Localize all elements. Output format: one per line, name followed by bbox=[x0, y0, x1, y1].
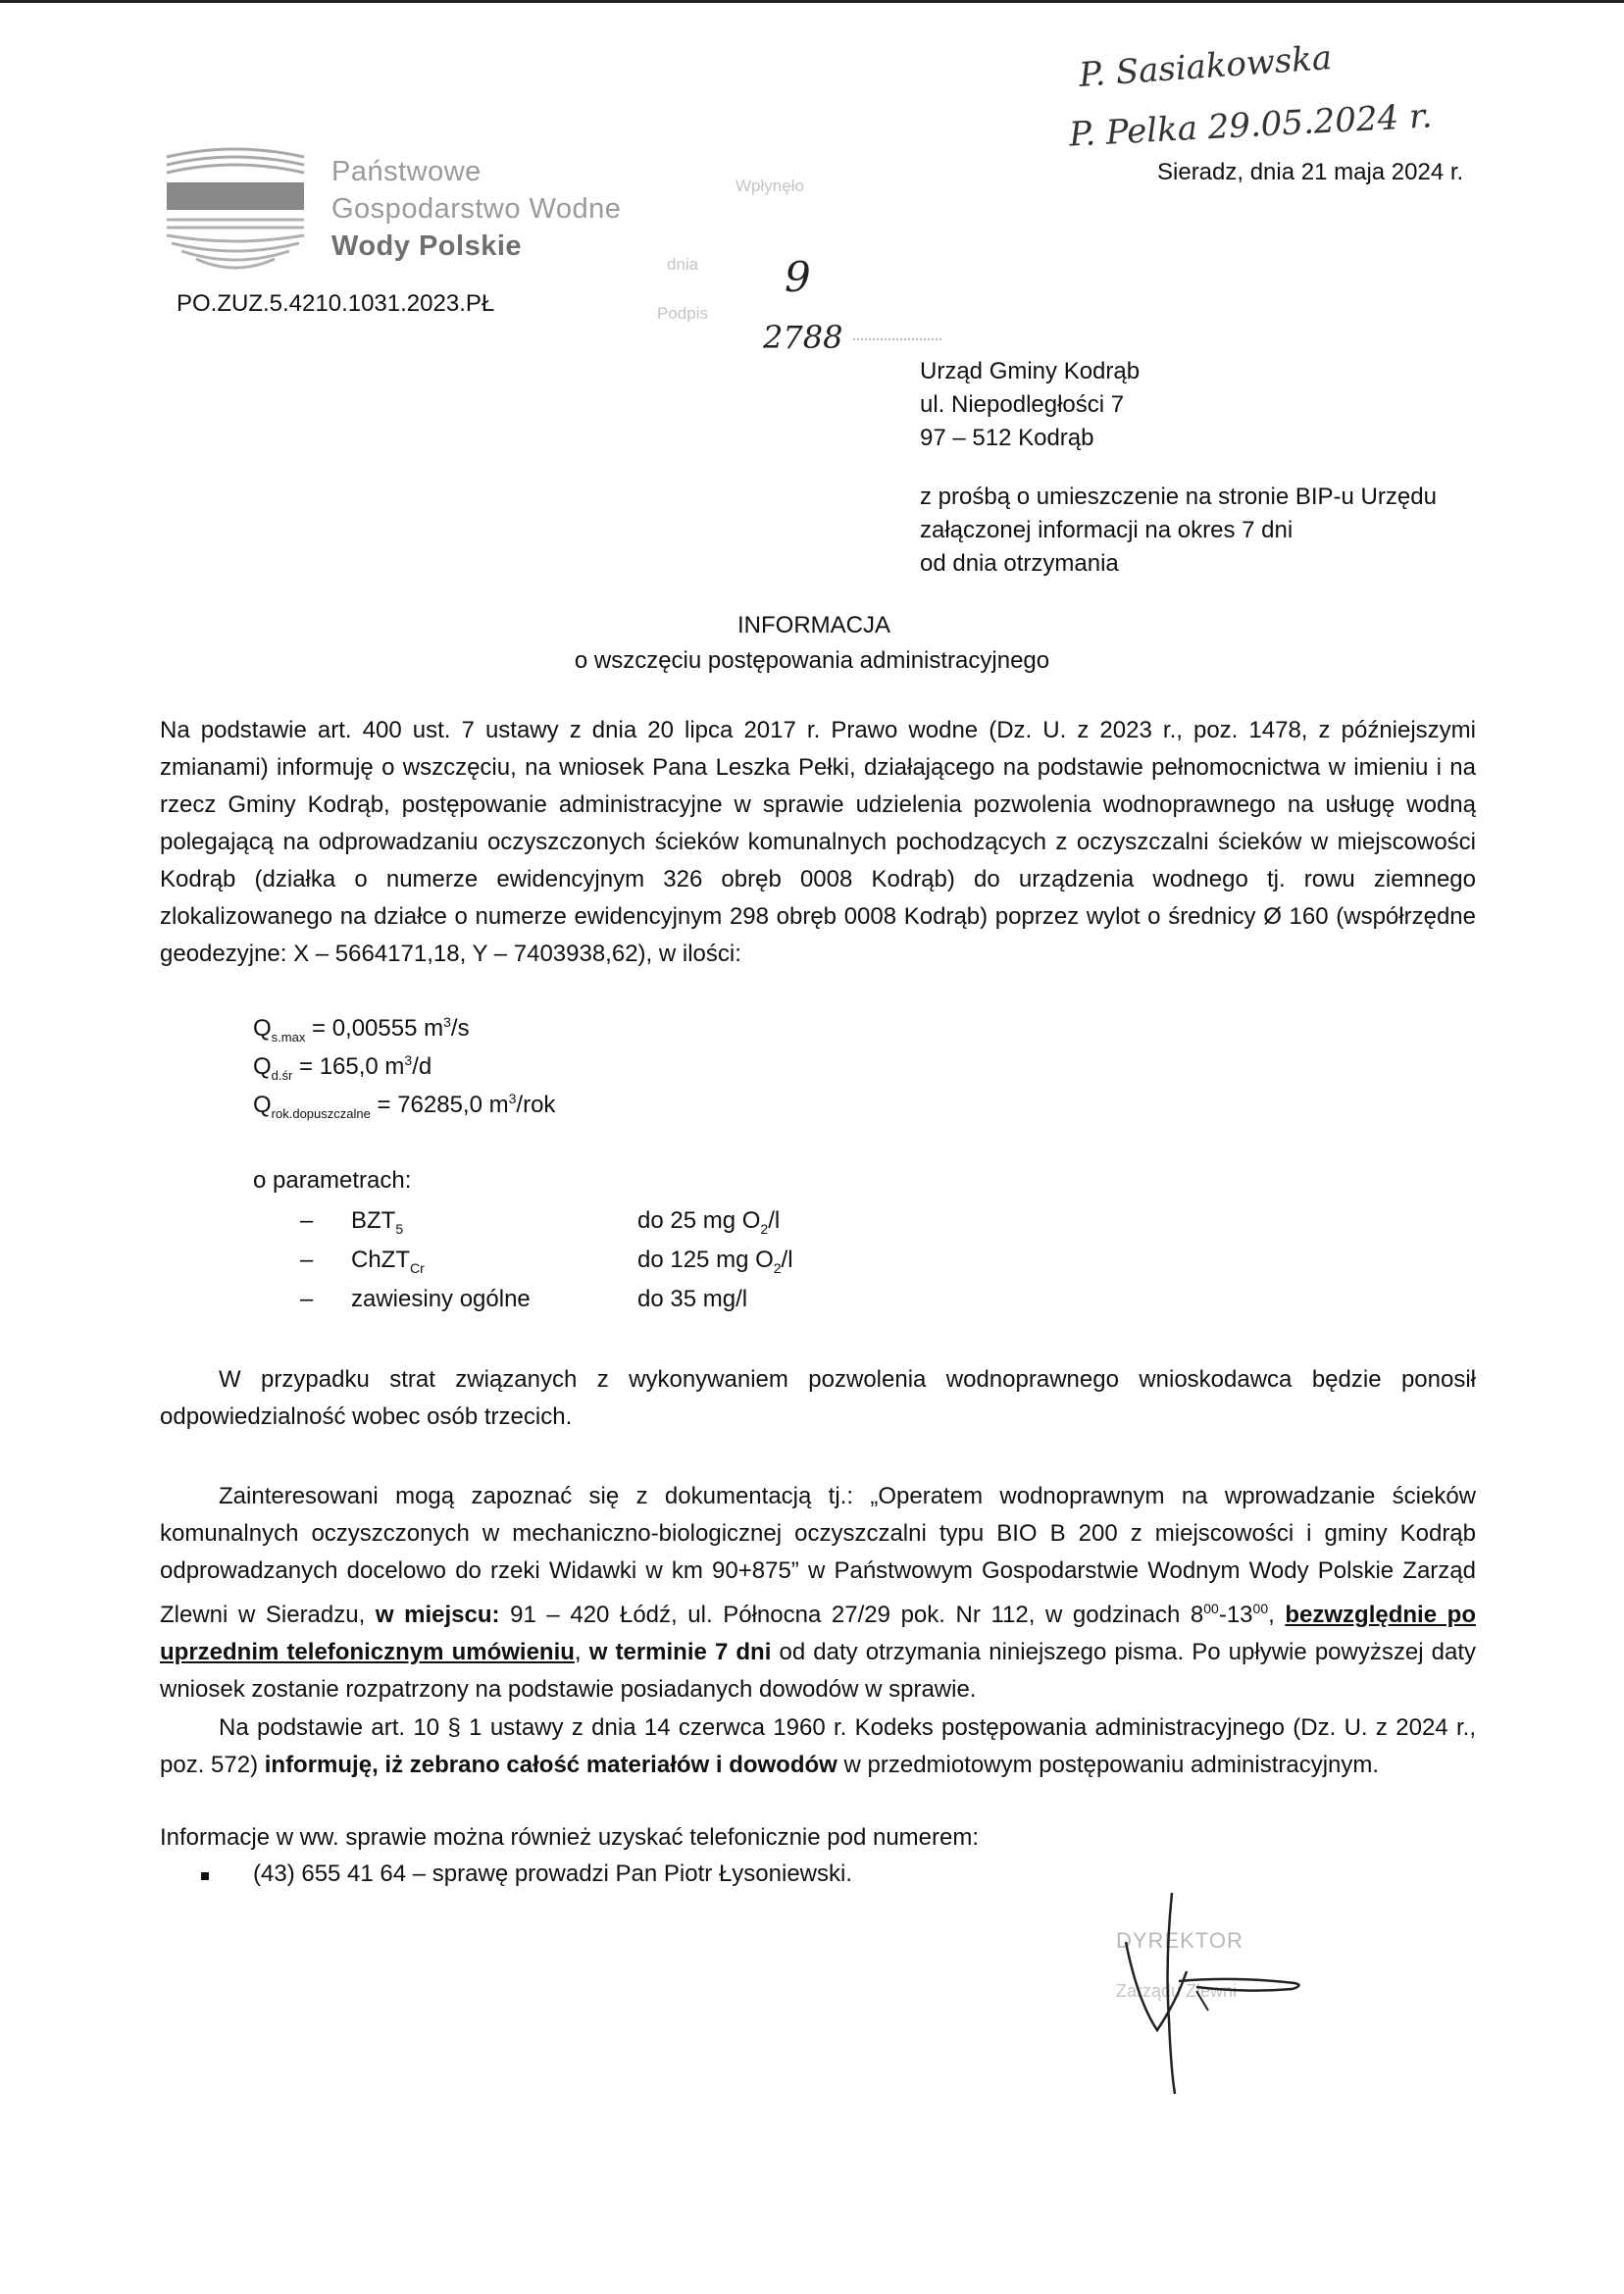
logo-line-2: Gospodarstwo Wodne bbox=[331, 193, 622, 225]
request-line-1: z prośbą o umieszczenie na stronie BIP-u Urzędu bbox=[920, 484, 1437, 510]
bullet-icon bbox=[201, 1872, 209, 1880]
recipient-line-3: 97 – 512 Kodrąb bbox=[920, 425, 1094, 451]
reference-number: PO.ZUZ.5.4210.1031.2023.PŁ bbox=[177, 290, 495, 317]
logo-line-1: Państwowe bbox=[331, 156, 482, 187]
paragraph-legal-basis: Na podstawie art. 400 ust. 7 ustawy z dnia 20 lipca 2017 r. Prawo wodne (Dz. U. z 2023 r., poz. 1478, z późniejszymi zmianami) informuję o wszczęciu, na wniosek Pana Leszka Pełki, działającego na podstawie pełnomocnictwa w imieniu i na rzecz Gminy Kodrąb, postępowanie administracyjne w sprawie udzielenia pozwolenia wodnoprawnego na usługę wodną polegającą na odprowadzaniu oczyszczonych ścieków komunalnych pochodzących z oczyszczalni ścieków w miejscowości Kodrąb (działka o numerze ewidencyjnym 326 obręb 0008 Kodrąb) do urządzenia wodnego tj. rowu ziemnego zlokalizowanego na działce o numerze ewidencyjnym 298 obręb 0008 Kodrąb) poprzez wylot o średnicy Ø 160 (współrzędne geodezyjne: X – 5664171,18, Y – 7403938,62), w ilości: bbox=[160, 717, 1476, 967]
parameters-label: o parametrach: bbox=[253, 1167, 412, 1194]
stamp-faded-line-1: Wpłynęło bbox=[736, 177, 804, 195]
signature-stamp-line-1: DYREKTOR bbox=[1116, 1928, 1243, 1953]
paragraph-liability: W przypadku strat związanych z wykonywaniem pozwolenia wodnoprawnego wnioskodawca będzie ponosił odpowiedzialność wobec osób trzecich. bbox=[160, 1366, 1476, 1430]
document-title bbox=[0, 608, 1624, 679]
recipient-line-2: ul. Niepodległości 7 bbox=[920, 391, 1125, 418]
stamp-number: 2788 bbox=[763, 319, 843, 356]
publication-request bbox=[920, 481, 1437, 581]
stamp-faded-line-3: Podpis bbox=[657, 304, 708, 323]
request-line-3: od dnia otrzymania bbox=[920, 550, 1119, 577]
recipient-address bbox=[920, 355, 1140, 455]
parameter-row-chztcr: – ChZT$_{Cr}$ do 125 mg $O_2/l$ bbox=[300, 1247, 793, 1276]
signature-stamp-line-2: Zarządu Zlewni bbox=[1116, 1981, 1238, 2001]
contact-line: (43) 655 41 64 – sprawę prowadzi Pan Piotr Łysoniewski. bbox=[253, 1861, 852, 1887]
stamp-dots bbox=[853, 338, 941, 340]
parameter-row-zawiesiny: – zawiesiny ogólne do 35 mg/l bbox=[300, 1286, 748, 1312]
title-sub: o wszczęciu postępowania administracyjnego bbox=[574, 647, 1050, 674]
paragraph-evidence: Na podstawie art. 10 § 1 ustawy z dnia 14 czerwca 1960 r. Kodeks postępowania administracyjnego (Dz. U. z 2024 r., poz. 572) informuję, iż zebrano całość materiałów i dowodów w przedmiotowym postępowaniu administracyjnym. bbox=[160, 1714, 1476, 1778]
recipient-line-1: Urząd Gminy Kodrąb bbox=[920, 358, 1141, 384]
quantity-qrok: $Q_{rok.dopuszczalne} = 76285,0$ $m^3$/rok bbox=[253, 1091, 556, 1121]
request-line-2: załączonej informacji na okres 7 dni bbox=[920, 517, 1294, 543]
signature-area bbox=[1098, 1883, 1334, 2109]
handwritten-signature bbox=[1098, 1883, 1334, 2109]
wody-polskie-logo bbox=[162, 145, 309, 282]
phone-info-line: Informacje w ww. sprawie można również uzyskać telefonicznie pod numerem: bbox=[160, 1824, 980, 1851]
incoming-stamp bbox=[647, 147, 981, 363]
paragraph-documentation: Zainteresowani mogą zapoznać się z dokumentacją tj.: „Operatem wodnoprawnym na wprowadzanie ścieków komunalnych oczyszczonych w mechaniczno-biologicznej oczyszczalni typu BIO B 200 z miejscowości i gminy Kodrąb odprowadzanych docelowo do rzeki Widawki w km 90+875” w Państwowym Gospodarstwie Wodnym Wody Polskie Zarząd Zlewni w Sieradzu, w miejscu: 91 – 420 Łódź, ul. Północna 27/29 pok. Nr 112, w godzinach $8^{00}-13^{00}$, bezwzględnie po uprzednim telefonicznym umówieniu, w terminie 7 dni od daty otrzymania niniejszego pisma. Po upływie powyższej daty wniosek zostanie rozpatrzony na podstawie posiadanych dowodów w sprawie. bbox=[160, 1483, 1476, 1703]
handwritten-note-line2: P. Pelka 29.05.2024 r. bbox=[1068, 96, 1434, 155]
stamp-faded-line-2: dnia bbox=[667, 255, 699, 274]
stamp-handwritten-9: 9 bbox=[785, 253, 811, 301]
quantity-qsmax: $Q_{s.max} = 0,00555$ $m^3/s$ bbox=[253, 1014, 470, 1045]
title-main: INFORMACJA bbox=[737, 612, 890, 638]
handwritten-note bbox=[1068, 38, 1589, 155]
handwritten-note-line1: P. Sasiakowska bbox=[1077, 38, 1334, 95]
quantity-qdsr: $Q_{d.śr} = 165,0$ $m^3/d$ bbox=[253, 1052, 432, 1083]
logo-text bbox=[331, 153, 621, 265]
place-and-date: Sieradz, dnia 21 maja 2024 r. bbox=[1157, 159, 1464, 185]
top-border-line bbox=[0, 0, 1624, 3]
parameter-row-bzt5: – $BZT_5$ do 25 mg $O_2/l$ bbox=[300, 1207, 781, 1237]
logo-line-3: Wody Polskie bbox=[331, 230, 523, 262]
